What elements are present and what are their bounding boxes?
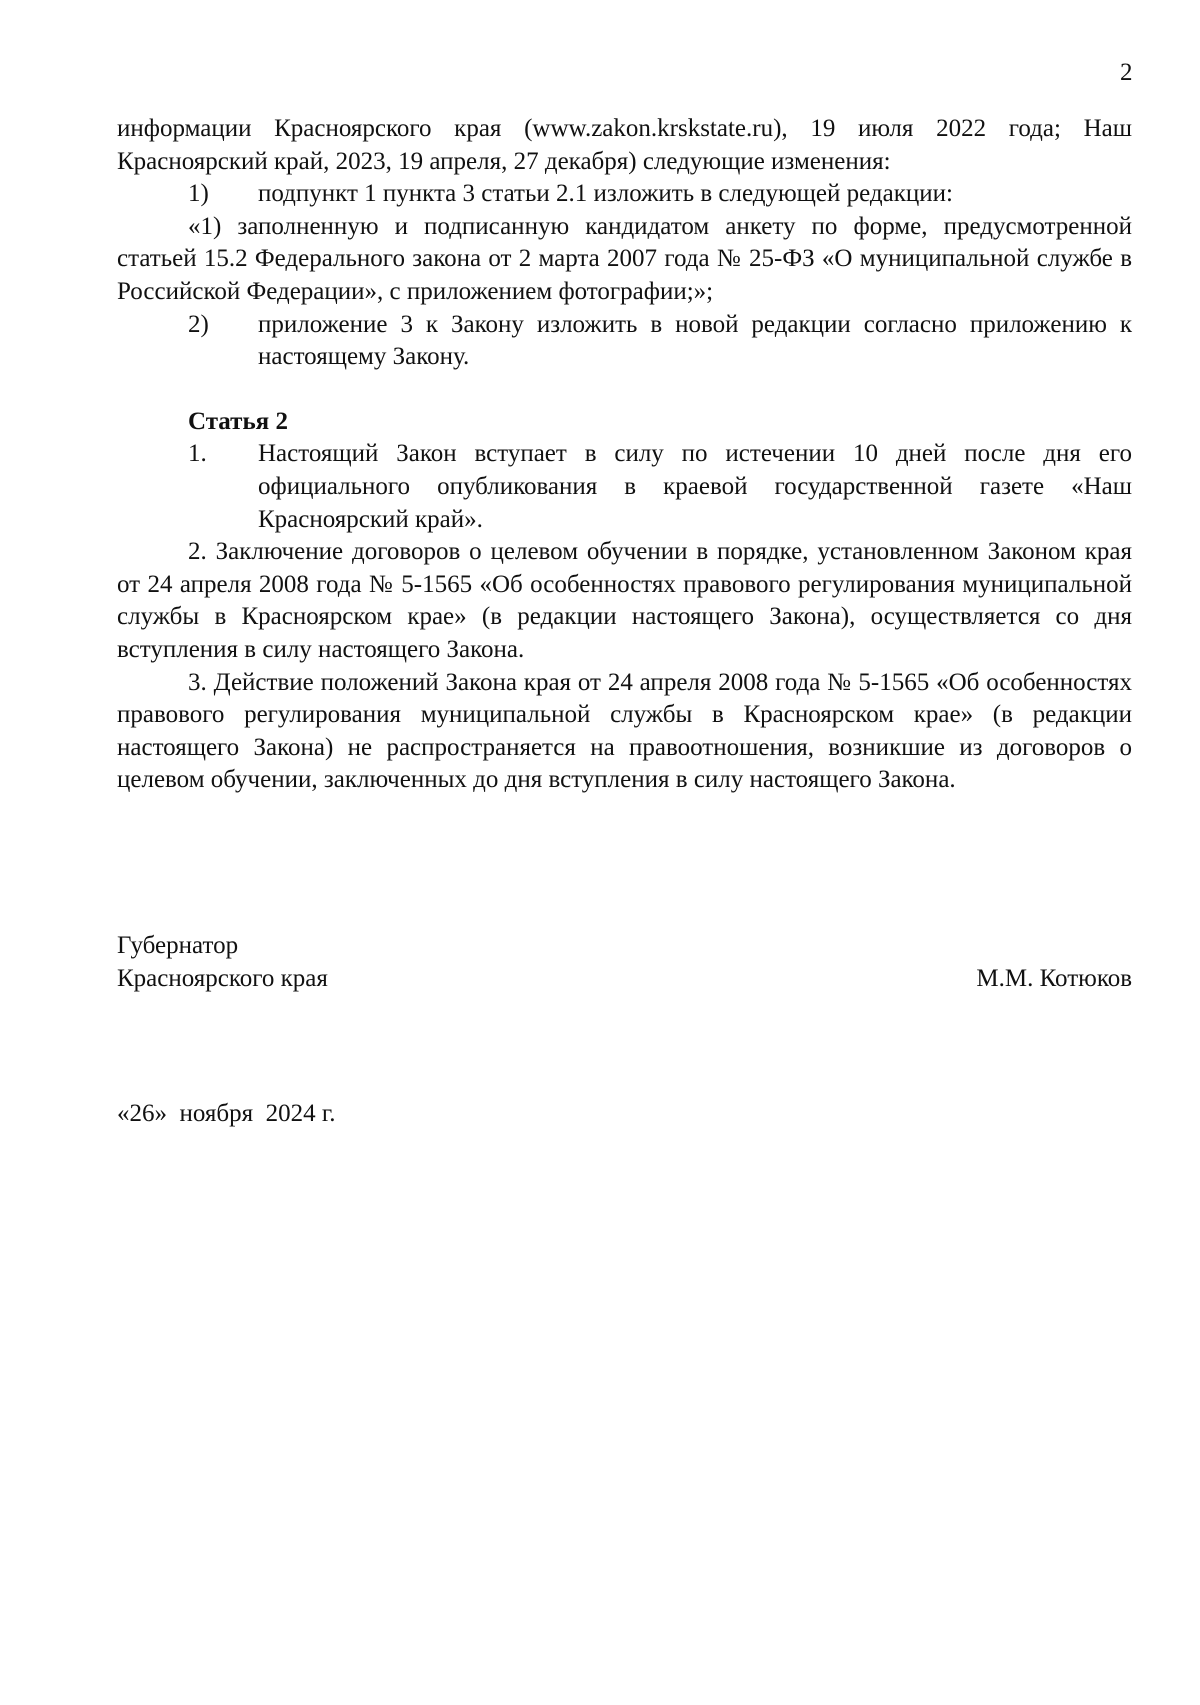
article-2-item-1-number: 1. (188, 440, 207, 468)
signatory-name: М.М. Котюков (976, 964, 1132, 992)
amendment-item-1-text: подпункт 1 пункта 3 статьи 2.1 изложить в следующей редакции: (258, 180, 953, 208)
article-2-item-1 (117, 438, 1132, 536)
amendment-item-2-number: 2) (188, 310, 209, 338)
article-2-item-3: 3. Действие положений Закона края от 24 апреля 2008 года № 5-1565 «Об особенностях правового регулирования муниципальной службы в Красноярском крае» (в редакции настоящего Закона) не распространяется на правоотношения, возникшие из договоров о целевом обучении, заключенных до дня вступления в силу настоящего Закона. (117, 668, 1132, 794)
amendment-item-1-number: 1) (188, 180, 209, 208)
paragraph-continuation: информации Красноярского края (www.zakon.krskstate.ru), 19 июля 2022 года; Наш Красноярский край, 2023, 19 апреля, 27 декабря) следующие изменения: (117, 115, 1132, 175)
page-number: 2 (1120, 59, 1133, 86)
article-2-item-2: 2. Заключение договоров о целевом обучении в порядке, установленном Законом края от 24 апреля 2008 года № 5-1565 «Об особенностях правового регулирования муниципальной службы в Красноярском крае» (в редакции настоящего Закона), осуществляется со дня вступления в силу настоящего Закона. (117, 538, 1132, 663)
amendment-item-1 (117, 178, 1132, 211)
quoted-subparagraph: «1) заполненную и подписанную кандидатом анкету по форме, предусмотренной статьей 15.2 Федерального закона от 2 марта 2007 года № 25-ФЗ «О муниципальной службе в Российской Федерации», с приложением фотографии;»; (117, 212, 1132, 305)
article-2-item-1-text: Настоящий Закон вступает в силу по истечении 10 дней после дня его официального опубликования в краевой государственной газете «Наш Красноярский край». (258, 440, 1132, 533)
amendment-item-2-text: приложение 3 к Закону изложить в новой редакции согласно приложению к настоящему Закону. (258, 310, 1132, 371)
signature-block (117, 930, 1132, 995)
document-body (117, 113, 1132, 797)
signatory-title-line-1: Губернатор (117, 932, 239, 959)
document-date: «26» ноября 2024 г. (117, 1100, 336, 1127)
amendment-item-2 (117, 309, 1132, 374)
article-2-title: Статья 2 (188, 407, 288, 435)
signature-row (117, 963, 1132, 996)
signatory-title-line-2: Красноярского края (117, 964, 328, 992)
